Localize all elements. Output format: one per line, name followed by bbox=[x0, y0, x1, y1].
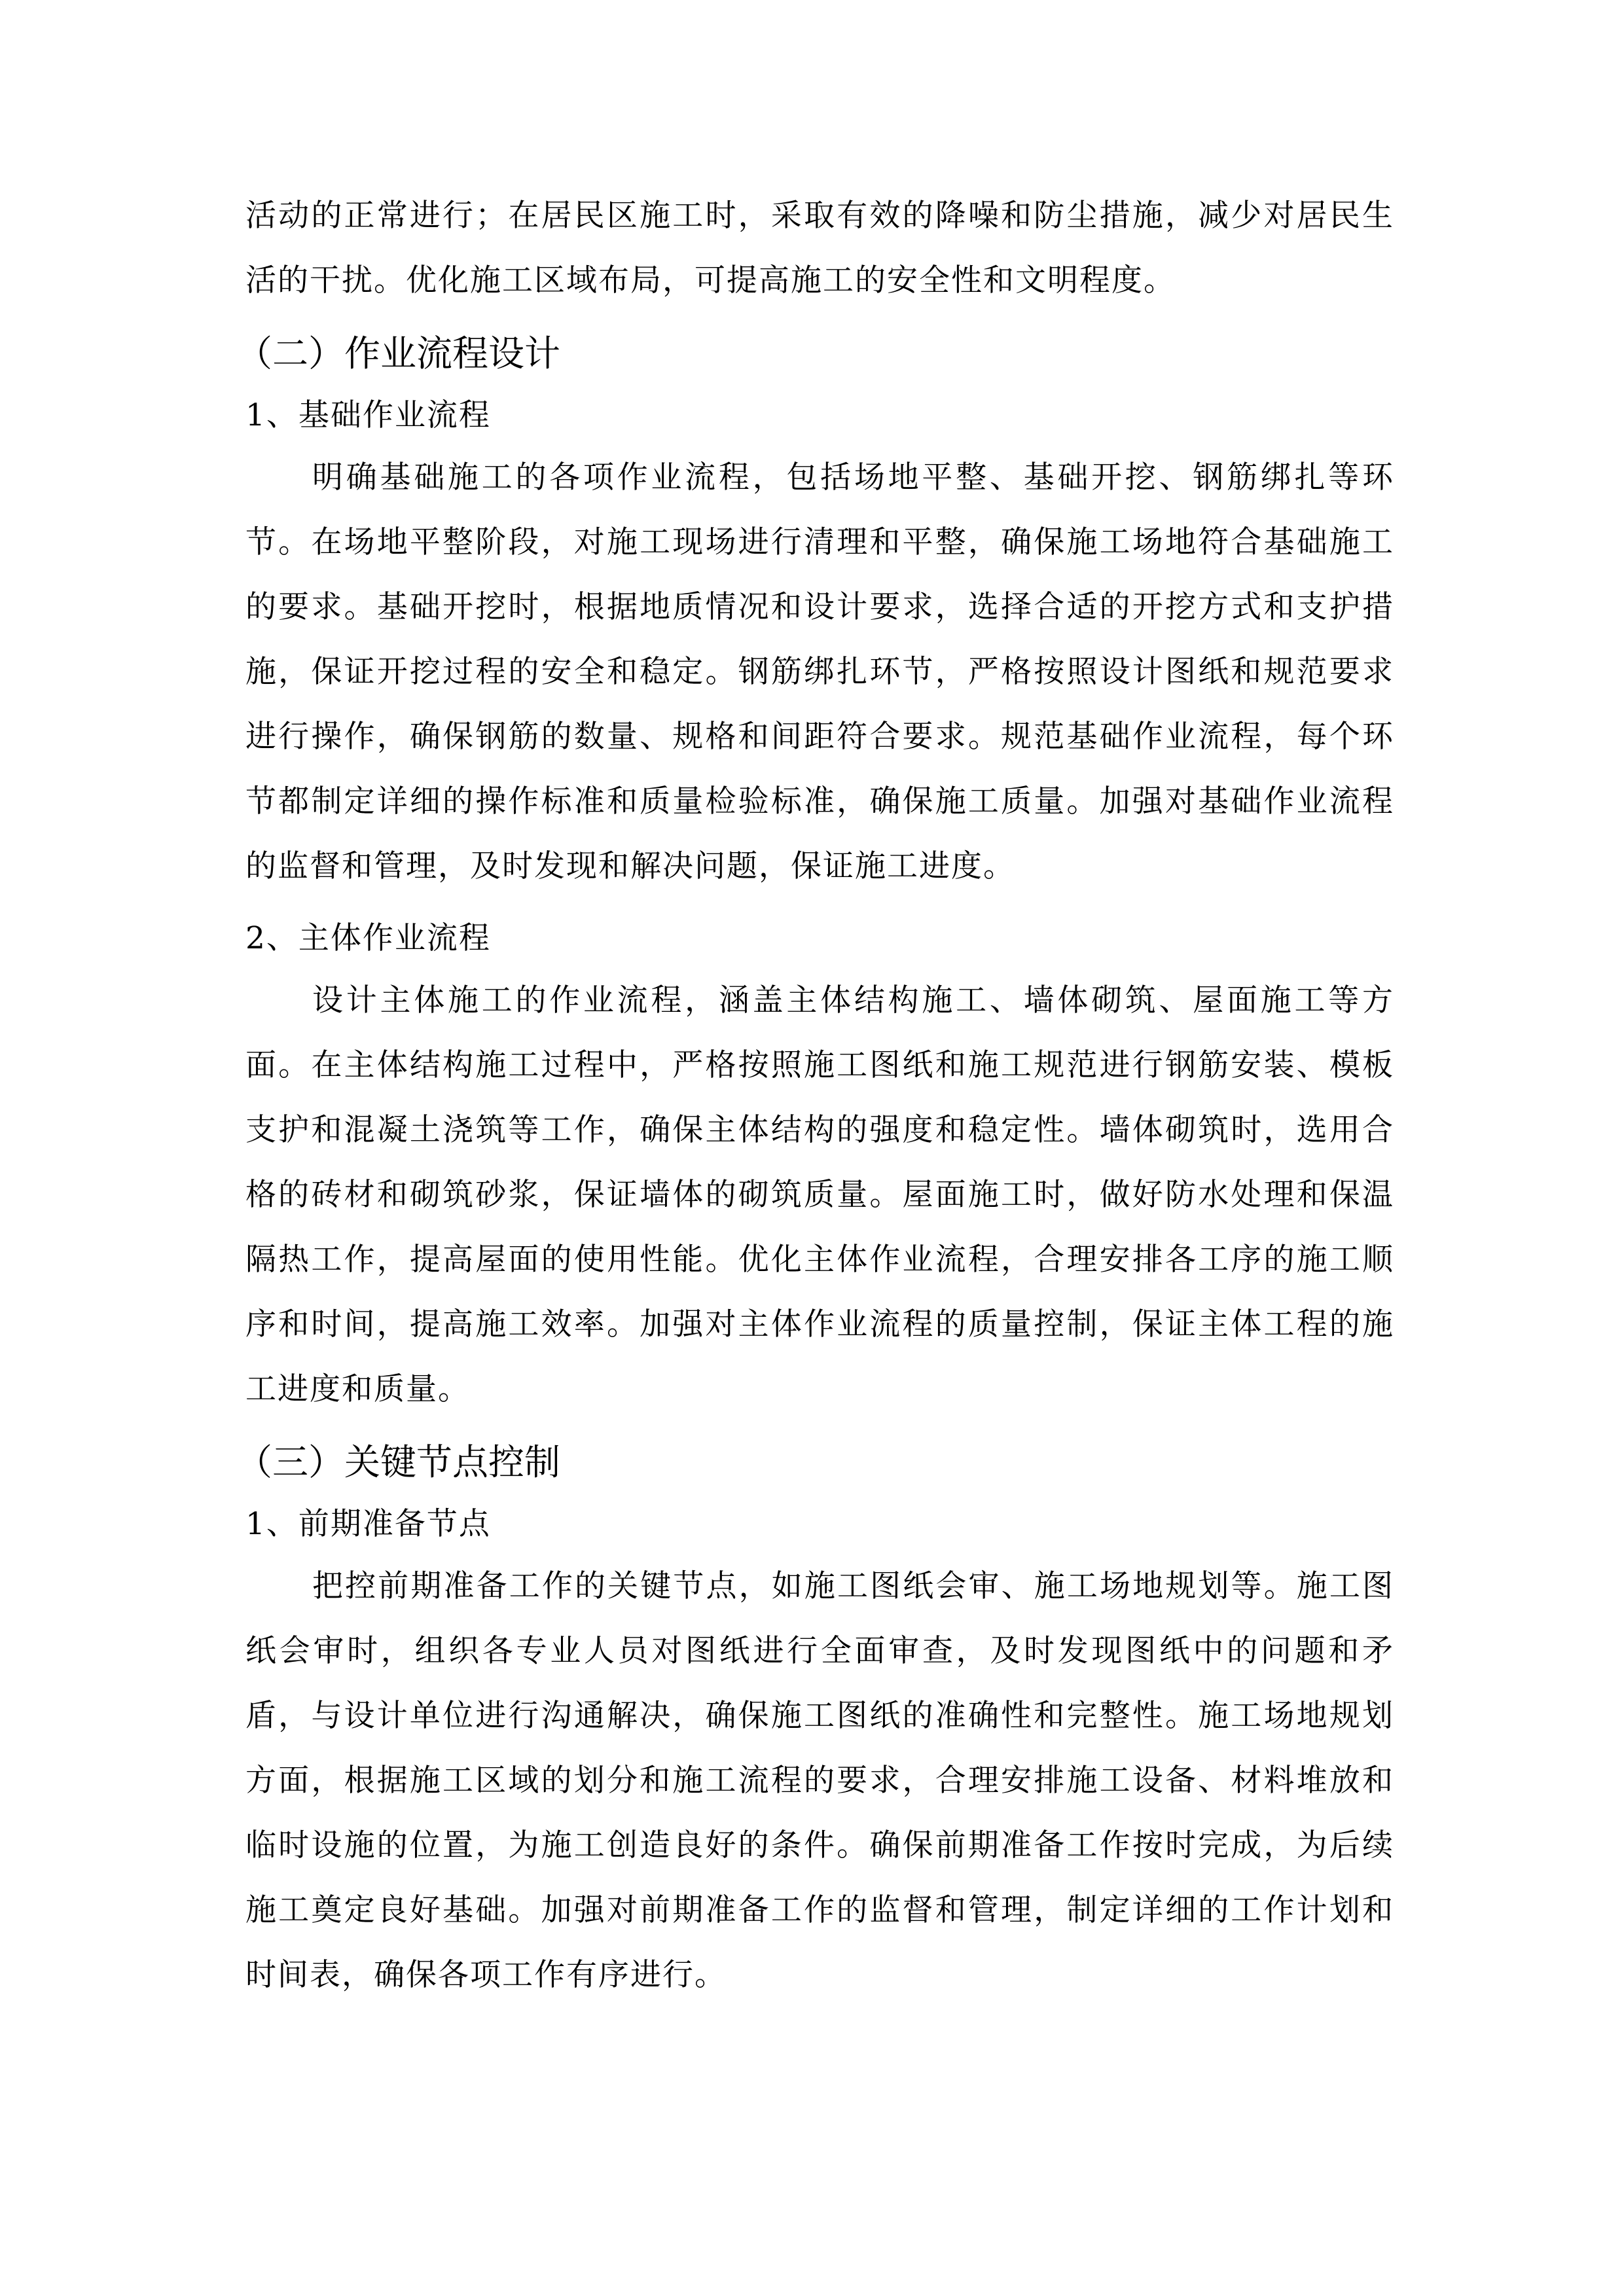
subheading-preparation-node: 1、前期准备节点 bbox=[245, 1506, 491, 1542]
section-heading-workflow-design: （二）作业流程设计 bbox=[236, 332, 561, 374]
paragraph-foundation-workflow: 明确基础施工的各项作业流程，包括场地平整、基础开挖、钢筋绑扎等环节。在场地平整阶段，对施工现场进行清理和平整，确保施工场地符合基础施工的要求。基础开挖时，根据地质情况和设计要求，选择合适的开挖方式和支护措施，保证开挖过程的安全和稳定。钢筋绑扎环节，严格按照设计图纸和规范要求进行操作，确保钢筋的数量、规格和间距符合要求。规范基础作业流程，每个环节都制定详细的操作标准和质量检验标准，确保施工质量。加强对基础作业流程的监督和管理，及时发现和解决问题，保证施工进度。 bbox=[245, 459, 1394, 884]
page-body bbox=[236, 183, 1394, 2007]
subheading-foundation-workflow: 1、基础作业流程 bbox=[245, 397, 491, 433]
paragraph-main-workflow: 设计主体施工的作业流程，涵盖主体结构施工、墙体砌筑、屋面施工等方面。在主体结构施工过程中，严格按照施工图纸和施工规范进行钢筋安装、模板支护和混凝土浇筑等工作，确保主体结构的强度和稳定性。墙体砌筑时，选用合格的砖材和砌筑砂浆，保证墙体的砌筑质量。屋面施工时，做好防水处理和保温隔热工作，提高屋面的使用性能。优化主体作业流程，合理安排各工序的施工顺序和时间，提高施工效率。加强对主体作业流程的质量控制，保证主体工程的施工进度和质量。 bbox=[245, 982, 1394, 1407]
section-heading-key-node-control: （三）关键节点控制 bbox=[236, 1441, 561, 1483]
paragraph-continuation: 活动的正常进行；在居民区施工时，采取有效的降噪和防尘措施，减少对居民生活的干扰。优化施工区域布局，可提高施工的安全性和文明程度。 bbox=[245, 198, 1394, 298]
subheading-main-workflow: 2、主体作业流程 bbox=[245, 920, 491, 956]
paragraph-preparation-node: 把控前期准备工作的关键节点，如施工图纸会审、施工场地规划等。施工图纸会审时，组织各专业人员对图纸进行全面审查，及时发现图纸中的问题和矛盾，与设计单位进行沟通解决，确保施工图纸的准确性和完整性。施工场地规划方面，根据施工区域的划分和施工流程的要求，合理安排施工设备、材料堆放和临时设施的位置，为施工创造良好的条件。确保前期准备工作按时完成，为后续施工奠定良好基础。加强对前期准备工作的监督和管理，制定详细的工作计划和时间表，确保各项工作有序进行。 bbox=[245, 1568, 1394, 1993]
